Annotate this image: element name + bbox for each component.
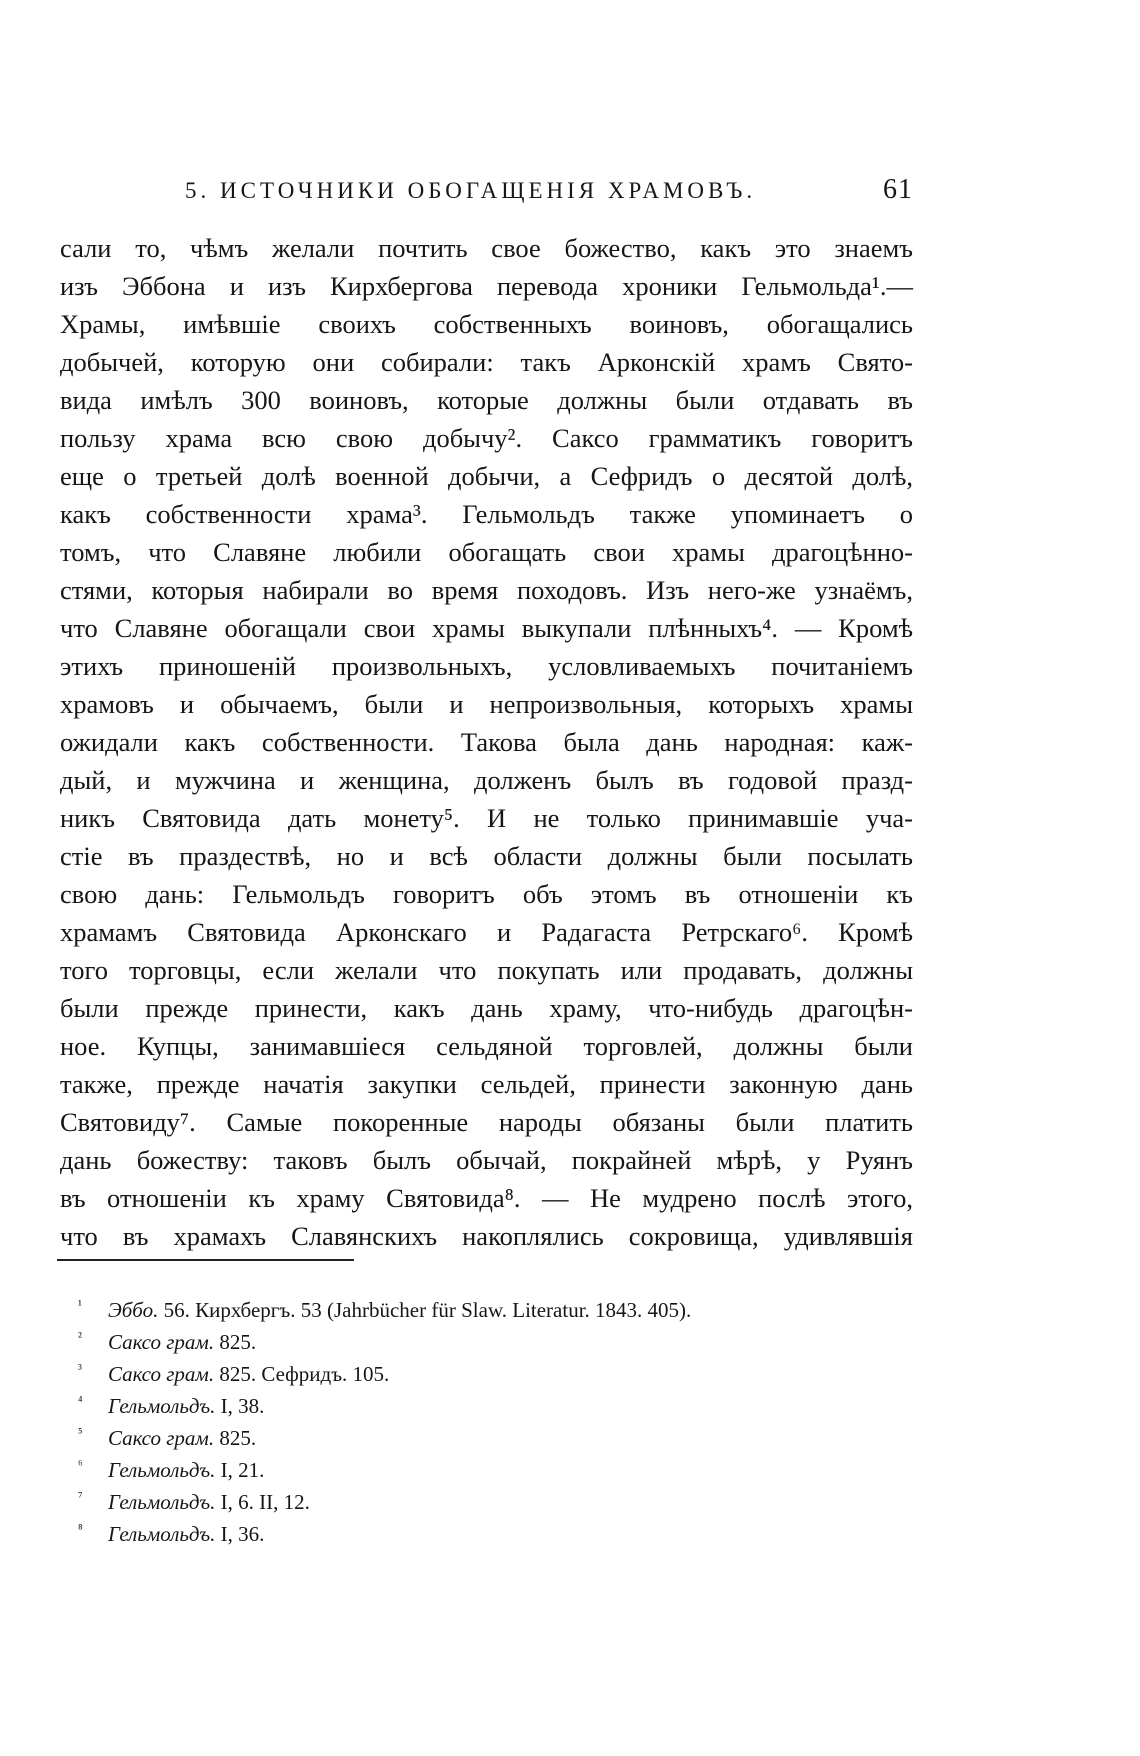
footnote-ref: 56. Кирхбергъ. 53 (Jahrbücher für Slaw. Literatur. 1843. 405). [163, 1298, 692, 1322]
footnote-author: Гельмольдъ. [108, 1458, 216, 1482]
footnote-ref: I, 21. [220, 1458, 265, 1482]
chapter-title: 5. ИСТОЧНИКИ ОБОГАЩЕНІЯ ХРАМОВЪ. [185, 178, 757, 203]
footnote-ref: I, 36. [220, 1522, 265, 1546]
footnote-ref: I, 38. [220, 1394, 265, 1418]
text-line: дый, и мужчина и женщина, долженъ былъ въ годовой празд- [60, 765, 913, 795]
text-line: что Славяне обогащали свои храмы выкупали плѣнныхъ⁴. — Кромѣ [60, 613, 913, 643]
text-line: были прежде принести, какъ дань храму, что-нибудь драгоцѣн- [60, 993, 913, 1023]
footnote-ref: 825. [219, 1330, 257, 1354]
footnote-item [78, 1294, 878, 1326]
footnote-mark: ⁵ [78, 1425, 83, 1440]
footnote-item [78, 1486, 878, 1518]
text-line: въ отношеніи къ храму Святовида⁸. — Не мудрено послѣ этого, [60, 1183, 913, 1213]
footnote-author: Гельмольдъ. [108, 1522, 216, 1546]
text-line: пользу храма всю свою добычу². Саксо грамматикъ говоритъ [60, 423, 913, 453]
text-line: изъ Эббона и изъ Кирхбергова перевода хроники Гельмольда¹.— [60, 271, 913, 301]
text-line: ожидали какъ собственности. Такова была дань народная: каж- [60, 727, 913, 757]
text-line: Храмы, имѣвшіе своихъ собственныхъ воиновъ, обогащались [60, 309, 913, 339]
text-line: свою дань: Гельмольдъ говоритъ объ этомъ въ отношеніи къ [60, 879, 913, 909]
footnote-divider [57, 1259, 354, 1261]
footnote-ref: 825. [219, 1426, 257, 1450]
running-header [60, 174, 913, 214]
footnote-author: Эббо. [108, 1298, 159, 1322]
text-line: что въ храмахъ Славянскихъ накоплялись сокровища, удивлявшія [60, 1221, 913, 1251]
footnote-mark: ⁶ [78, 1457, 83, 1472]
footnote-item [78, 1390, 878, 1422]
text-line: томъ, что Славяне любили обогащать свои храмы драгоцѣнно- [60, 537, 913, 567]
text-line: какъ собственности храма³. Гельмольдъ также упоминаетъ о [60, 499, 913, 529]
footnote-mark: ³ [78, 1361, 82, 1376]
text-line: сали то, чѣмъ желали почтить свое божество, какъ это знаемъ [60, 233, 913, 263]
text-line: стіе въ праздествѣ, но и всѣ области должны были посылать [60, 841, 913, 871]
footnote-author: Саксо грам. [108, 1362, 215, 1386]
footnote-mark: ¹ [78, 1297, 82, 1312]
text-line: вида имѣлъ 300 воиновъ, которые должны были отдавать въ [60, 385, 913, 415]
text-line: дань божеству: таковъ былъ обычай, покрайней мѣрѣ, у Руянъ [60, 1145, 913, 1175]
page-number: 61 [883, 174, 913, 205]
text-line: Святовиду⁷. Самые покоренные народы обязаны были платить [60, 1107, 913, 1137]
text-line: также, прежде начатія закупки сельдей, принести законную дань [60, 1069, 913, 1099]
footnote-author: Саксо грам. [108, 1330, 215, 1354]
text-line: еще о третьей долѣ военной добычи, а Сефридъ о десятой долѣ, [60, 461, 913, 491]
footnote-item [78, 1422, 878, 1454]
footnote-item [78, 1454, 878, 1486]
footnote-author: Гельмольдъ. [108, 1394, 216, 1418]
footnote-mark: ⁴ [78, 1393, 83, 1408]
footnotes [78, 1294, 878, 1550]
footnote-mark: ² [78, 1329, 82, 1344]
text-line: этихъ приношеній произвольныхъ, условливаемыхъ почитаніемъ [60, 651, 913, 681]
footnote-ref: 825. Сефридъ. 105. [219, 1362, 390, 1386]
footnote-mark: ⁷ [78, 1489, 83, 1504]
text-line: никъ Святовида дать монету⁵. И не только принимавшіе уча- [60, 803, 913, 833]
footnote-mark: ⁸ [78, 1521, 83, 1536]
footnote-item [78, 1326, 878, 1358]
text-line: того торговцы, если желали что покупать или продавать, должны [60, 955, 913, 985]
text-line: добычей, которую они собирали: такъ Арконскій храмъ Свято- [60, 347, 913, 377]
footnote-item [78, 1518, 878, 1550]
text-line: храмамъ Святовида Арконскаго и Радагаста Ретрскаго⁶. Кромѣ [60, 917, 913, 947]
body-text [60, 229, 913, 1255]
text-line: храмовъ и обычаемъ, были и непроизвольныя, которыхъ храмы [60, 689, 913, 719]
text-line: ное. Купцы, занимавшіеся сельдяной торговлей, должны были [60, 1031, 913, 1061]
footnote-author: Саксо грам. [108, 1426, 215, 1450]
footnote-ref: I, 6. II, 12. [220, 1490, 310, 1514]
footnote-item [78, 1358, 878, 1390]
footnote-author: Гельмольдъ. [108, 1490, 216, 1514]
text-line: стями, которыя набирали во время походовъ. Изъ него-же узнаёмъ, [60, 575, 913, 605]
